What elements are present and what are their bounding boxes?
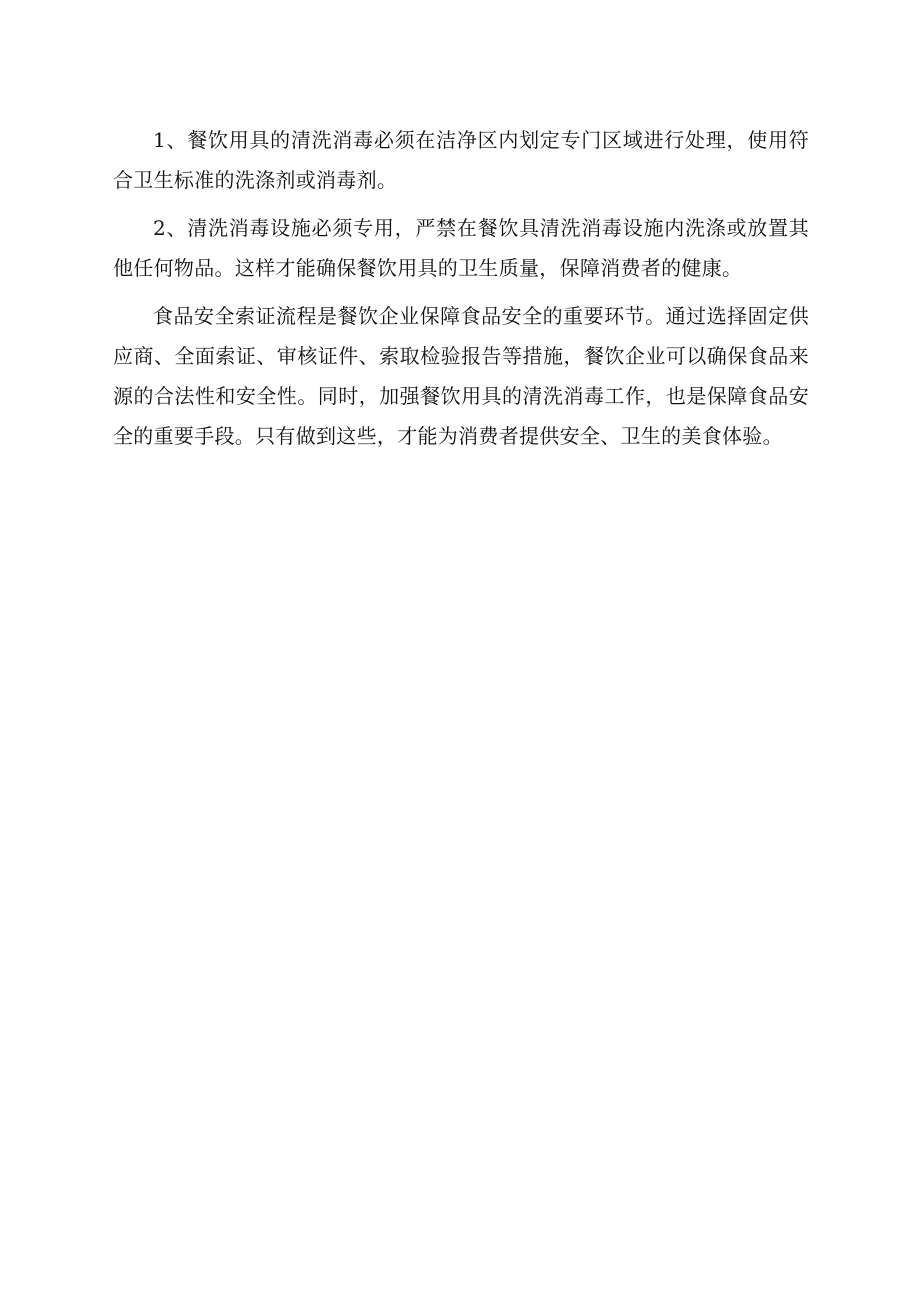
document-body	[113, 120, 809, 456]
paragraph-food-safety-summary: 食品安全索证流程是餐饮企业保障食品安全的重要环节。通过选择固定供应商、全面索证、审核证件、索取检验报告等措施，餐饮企业可以确保食品来源的合法性和安全性。同时，加强餐饮用具的清洗消毒工作，也是保障食品安全的重要手段。只有做到这些，才能为消费者提供安全、卫生的美食体验。	[113, 304, 809, 448]
paragraph-cleaning-area: 1、餐饮用具的清洗消毒必须在洁净区内划定专门区域进行处理，使用符合卫生标准的洗涤剂或消毒剂。	[113, 128, 809, 192]
paragraph-dedicated-facilities: 2、清洗消毒设施必须专用，严禁在餐饮具清洗消毒设施内洗涤或放置其他任何物品。这样才能确保餐饮用具的卫生质量，保障消费者的健康。	[113, 216, 809, 280]
